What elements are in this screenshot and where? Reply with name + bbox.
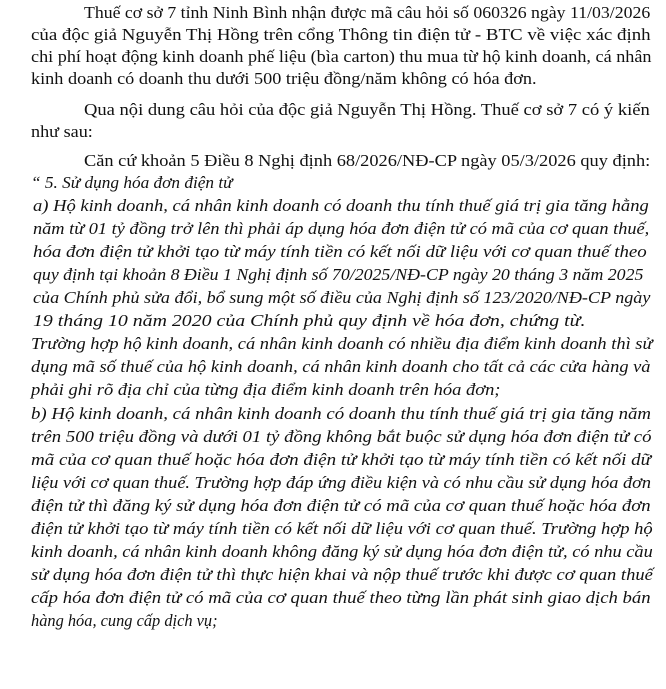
text-line: 19 tháng 10 năm 2020 của Chính phủ quy định về hóa đơn, chứng từ.	[33, 311, 586, 330]
text-line: kinh doanh có doanh thu dưới 500 triệu đồng/năm không có hóa đơn.	[31, 69, 537, 88]
text-line: điện tử thì đăng ký sử dụng hóa đơn điện tử có mã của cơ quan thuế hoặc hóa đơn	[31, 496, 651, 515]
text-line: điện tử khởi tạo từ máy tính tiền có kết nối dữ liệu với cơ quan thuế. Trường hợp hộ	[31, 519, 653, 538]
text-line: của độc giả Nguyễn Thị Hồng trên cổng Thông tin điện tử - BTC về việc xác định	[31, 25, 651, 44]
text-line: b) Hộ kinh doanh, cá nhân kinh doanh có doanh thu tính thuế giá trị gia tăng năm	[31, 404, 651, 423]
text-line: a) Hộ kinh doanh, cá nhân kinh doanh có doanh thu tính thuế giá trị gia tăng hằng	[33, 196, 649, 215]
text-line: quy định tại khoản 8 Điều 1 Nghị định số 70/2025/NĐ-CP ngày 20 tháng 3 năm 2025	[33, 265, 644, 284]
text-line: liệu với cơ quan thuế. Trường hợp đáp ứng điều kiện và có nhu cầu sử dụng hóa đơn	[31, 473, 651, 492]
text-line: Trường hợp hộ kinh doanh, cá nhân kinh doanh có nhiều địa điểm kinh doanh thì sử	[31, 334, 653, 353]
text-line: chi phí hoạt động kinh doanh phế liệu (bìa carton) thu mua từ hộ kinh doanh, cá nhân	[31, 47, 652, 66]
text-line: Căn cứ khoản 5 Điều 8 Nghị định 68/2026/NĐ-CP ngày 05/3/2026 quy định:	[84, 151, 651, 170]
text-line: trên 500 triệu đồng và dưới 01 tỷ đồng không bắt buộc sử dụng hóa đơn điện tử có	[31, 427, 652, 446]
text-line: “ 5. Sử dụng hóa đơn điện tử	[31, 173, 233, 192]
text-line: hóa đơn điện tử khởi tạo từ máy tính tiền có kết nối dữ liệu với cơ quan thuế theo	[33, 242, 647, 261]
text-line: sử dụng hóa đơn điện tử thì thực hiện khai và nộp thuế trước khi được cơ quan thuế	[31, 565, 653, 584]
text-line: hàng hóa, cung cấp dịch vụ;	[31, 611, 218, 630]
text-line: phải ghi rõ địa chỉ của từng địa điểm kinh doanh trên hóa đơn;	[31, 380, 501, 399]
text-line: Qua nội dung câu hỏi của độc giả Nguyễn Thị Hồng. Thuế cơ sở 7 có ý kiến	[84, 100, 650, 119]
text-line: Thuế cơ sở 7 tỉnh Ninh Bình nhận được mã câu hỏi số 060326 ngày 11/03/2026	[84, 3, 651, 22]
text-line: cấp hóa đơn điện tử có mã của cơ quan thuế theo từng lần phát sinh giao dịch bán	[31, 588, 651, 607]
text-line: của Chính phủ sửa đổi, bổ sung một số điều của Nghị định số 123/2020/NĐ-CP ngày	[33, 288, 651, 307]
text-line: năm từ 01 tỷ đồng trở lên thì phải áp dụng hóa đơn điện tử có mã của cơ quan thuế,	[33, 219, 650, 238]
text-line: mã của cơ quan thuế hoặc hóa đơn điện tử khởi tạo từ máy tính tiền có kết nối dữ	[31, 450, 652, 469]
text-line: dụng mã số thuế của hộ kinh doanh, cá nhân kinh doanh cho tất cả các cửa hàng và	[31, 357, 651, 376]
text-line: như sau:	[31, 122, 93, 141]
text-line: kinh doanh, cá nhân kinh doanh không đăng ký sử dụng hóa đơn điện tử, có nhu cầu	[31, 542, 653, 561]
